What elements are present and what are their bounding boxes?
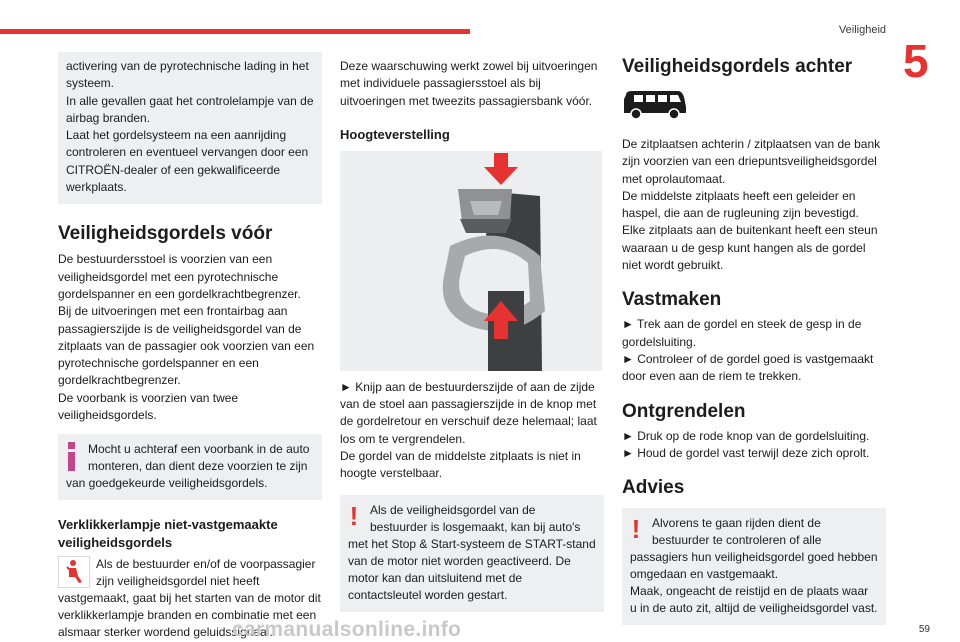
heading-release: Ontgrendelen	[622, 400, 746, 422]
info-icon	[66, 442, 78, 472]
page-number: 59	[918, 624, 930, 635]
column-2	[340, 50, 604, 612]
section-title: Veiligheid	[838, 24, 886, 36]
heading-seatbelt-warning-lamp: Verklikkerlampje niet-vastgemaakte veiligheidsgordels	[58, 517, 278, 551]
watermark: carmanualsonline.info	[232, 618, 462, 641]
warning-note-text: Als de veiligheidsgordel van de bestuurder is losgemaakt, kan bij auto's met het Stop & Start-systeem de START-stand van de motor niet worden geactiveerd. De motor kan dan uitsluitend met de contactsleutel worden gestart.	[348, 502, 596, 602]
van-icon	[622, 87, 688, 121]
info-note-text: Mocht u achteraf een voorbank in de auto monteren, dan dient deze voorzien te zijn van goedgekeurde veiligheidsgordels.	[66, 442, 310, 491]
heading-fasten: Vastmaken	[622, 289, 722, 311]
seatbelt-warning-icon	[58, 556, 90, 588]
front-seatbelts-body: De bestuurdersstoel is voorzien van een veiligheidsgordel met een pyrotechnische gordelspanner en een gordelkrachtbegrenzer. Bij de uitvoeringen met een frontairbag aan passagierszijde is de veiligheidsgordel van de zitplaats van de passagier ook voorzien van een pyrotechnische gordelspanner en een gordelkrachtbegrenzer. De voorbank is voorzien van twee veiligheidsgordels.	[58, 252, 315, 423]
rear-seatbelts-body: De zitplaatsen achterin / zitplaatsen van de bank zijn voorzien van een driepuntsveiligheidsgordel met oprolautomaat. De middelste zitplaats heeft een geleider en haspel, die aan de rugleuning zijn bevestigd. Elke zitplaats aan de buitenkant heeft een steun waaraan u de gesp kunt hangen als de gordel niet wordt gebruikt.	[622, 137, 881, 273]
release-body: ► Druk op de rode knop van de gordelsluiting. ► Houd de gordel vast terwijl deze zich oprolt.	[622, 428, 870, 460]
continued-note: activering van de pyrotechnische lading in het systeem. In alle gevallen gaat het controlelampje van de airbag branden. Laat het gordelsysteem na een aanrijding controleren en eventueel vervangen door een CITROËN-dealer of een gekwalificeerde werkplaats.	[58, 52, 322, 204]
advice-note-text: Alvorens te gaan rijden dient de bestuurder te controleren of alle passagiers hun veiligheidsgordel goed hebben omgedaan en vastgemaakt. Maak, ongeacht de reistijd en de plaats waar u in de auto zit, altijd de veiligheidsgordel vast.	[630, 516, 878, 616]
header-accent-bar	[0, 29, 470, 34]
warning-note-stop-start	[340, 495, 604, 612]
heading-advice: Advies	[622, 477, 685, 499]
height-adjustment-body: ► Knijp aan de bestuurderszijde of aan de zijde van de stoel aan passagierszijde in de knop met de gordelretour en verschuif deze helemaal; laat los om te vergrendelen. De gordel van de middelste zitplaats is niet in hoogte verstelbaar.	[340, 379, 597, 481]
heading-height-adjustment: Hoogteverstelling	[340, 126, 450, 142]
warning-icon: !	[631, 514, 641, 545]
fasten-body: ► Trek aan de gordel en steek de gesp in de gordelsluiting. ► Controleer of de gordel goed is vastgemaakt door even aan de riem te trekken.	[622, 317, 874, 384]
info-note	[58, 434, 322, 500]
height-adjustment-illustration	[340, 151, 602, 371]
column-1	[58, 50, 322, 641]
seatbelt-lamp-text: Als de bestuurder en/of de voorpassagier zijn veiligheidsgordel niet heeft vastgemaakt, gaat bij het starten van de motor dit verklikkerlampje branden en combinatie met een alsmaar sterker wordend geluidssignaal.	[58, 557, 321, 640]
chapter-number: 5	[903, 35, 929, 87]
heading-rear-seatbelts: Veiligheidsgordels achter	[622, 56, 853, 77]
intro-text: Deze waarschuwing werkt zowel bij uitvoeringen met individuele passagiersstoel als bij uitvoeringen met tweezits passagiersbank vóór.	[340, 59, 598, 108]
advice-warning-note	[622, 508, 886, 625]
warning-icon: !	[349, 500, 359, 531]
column-3	[622, 50, 886, 625]
heading-front-seatbelts: Veiligheidsgordels vóór	[58, 223, 273, 245]
